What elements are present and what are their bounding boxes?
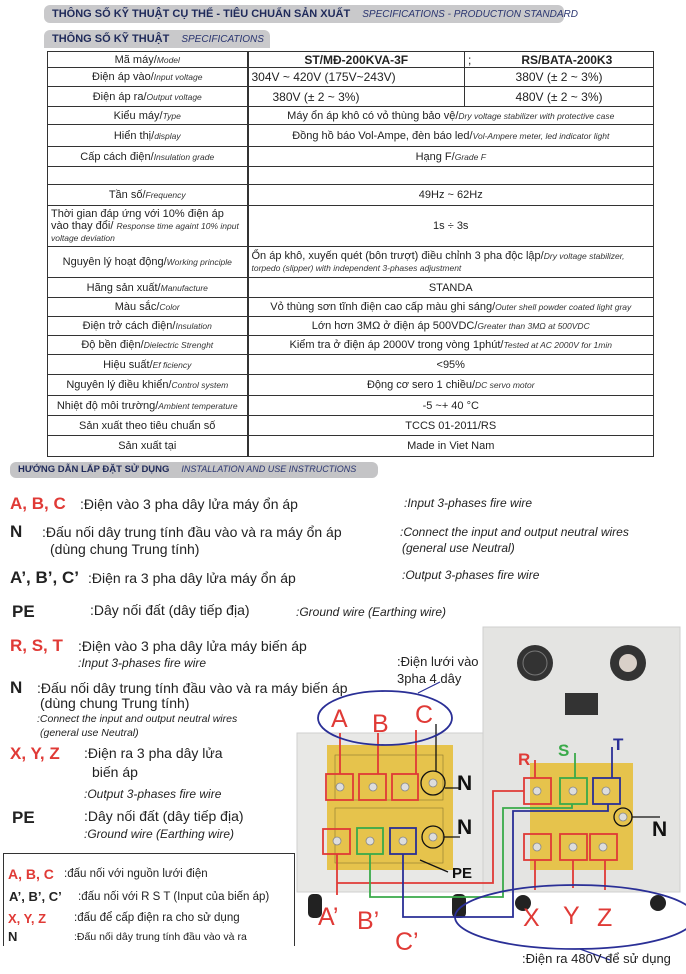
xyz-text: :Điện ra 3 pha dây lửa [84, 745, 223, 761]
nameplate [565, 693, 598, 715]
table-row [48, 206, 654, 247]
label-n: N [652, 818, 668, 841]
spec-value: STANDA [248, 278, 654, 298]
rst-en: :Input 3-phases fire wire [78, 656, 207, 670]
sub-title-en: SPECIFICATIONS [181, 34, 264, 45]
spec-value: Vỏ thùng sơn tĩnh điện cao cấp màu ghi sáng/Outer shell powder coated light gray [248, 298, 654, 317]
spec-value [248, 167, 654, 185]
install-header: HƯỚNG DẪN LẮP ĐẶT SỬ DỤNG INSTALLATION AND USE INSTRUCTIONS [10, 462, 378, 478]
legend-sym: A, B, C [8, 866, 54, 882]
table-row [48, 107, 654, 125]
stabilizer-cabinet [297, 733, 483, 918]
spec-value: TCCS 01-2011/RS [248, 416, 654, 436]
spec-value: Động cơ sero 1 chiều/DC servo motor [248, 375, 654, 396]
n1-en: :Connect the input and output neutral wires [400, 525, 629, 539]
legend-box [3, 853, 295, 946]
output-480v-label: :Điện ra 480V để sử dụng [522, 951, 671, 966]
spec-label: Hiệu suất/Ef ficiency [48, 355, 248, 375]
symbol-xyz: X, Y, Z [10, 744, 60, 763]
label-n: N [457, 772, 473, 795]
spec-value: Đồng hồ báo Vol-Ampe, đèn báo led/Vol-Ampere meter, led indicator light [248, 125, 654, 147]
label-pe: PE [452, 865, 473, 882]
symbol-n: N [10, 522, 23, 541]
spec-value: -5 ~+ 40 °C [248, 396, 654, 416]
label-c-prime: C’ [395, 928, 419, 956]
grid-input-label: :Điện lưới vào [397, 654, 479, 669]
symbol-rst: R, S, T [10, 636, 63, 655]
spec-value: Made in Viet Nam [248, 436, 654, 457]
spec-label: Kiểu máy/Type [48, 107, 248, 125]
legend-text: :đấu nối với nguồn lưới điện [64, 868, 208, 880]
table-row [48, 147, 654, 167]
spec-label: Nguyên lý hoạt động/Working principle [48, 247, 248, 278]
table-row [48, 436, 654, 457]
spec-label: Nguyên lý điều khiển/Control system [48, 375, 248, 396]
table-row [48, 317, 654, 336]
spec-table [47, 51, 654, 457]
symbol-abc-prime: A’, B’, C’ [10, 568, 79, 587]
header-title: THÔNG SỐ KỸ THUẬT CỤ THỂ - TIÊU CHUẨN SẢN XUẤT [52, 8, 351, 20]
n1-en2: (general use Neutral) [402, 541, 515, 555]
n2-text2: (dùng chung Trung tính) [40, 695, 190, 711]
label-c: C [415, 701, 434, 729]
spec-label: Độ bền điện/Dielectric Strenght [48, 336, 248, 355]
spec-label [48, 167, 248, 185]
n1-text2: (dùng chung Trung tính) [50, 541, 200, 557]
spec-label: Sản xuất tại [48, 436, 248, 457]
n2-en2: (general use Neutral) [40, 727, 139, 739]
table-row [48, 375, 654, 396]
pe2-text: :Dây nối đất (dây tiếp địa) [84, 808, 244, 824]
table-row: Điện áp vào/Input voltage 304V ~ 420V (175V~243V) 380V (± 2 ~ 3%) [48, 68, 654, 87]
label-a: A [331, 705, 348, 733]
abc2-text: :Điện ra 3 pha dây lửa máy ổn áp [88, 570, 296, 586]
table-row [48, 396, 654, 416]
spec-label: Hiển thị/display [48, 125, 248, 147]
sub-title: THÔNG SỐ KỸ THUẬT [52, 33, 170, 45]
label-n: N [457, 816, 473, 839]
table-row: Điện áp ra/Output voltage 380V (± 2 ~ 3%) 480V (± 2 ~ 3%) [48, 87, 654, 107]
table-row [48, 247, 654, 278]
pe1-text: :Dây nối đất (dây tiếp địa) [90, 602, 250, 618]
model-1: ST/MĐ-200KVA-3F [248, 52, 465, 68]
header-title-en: SPECIFICATIONS - PRODUCTION STANDARD [362, 9, 578, 20]
xyz-en: :Output 3-phases fire wire [84, 787, 222, 801]
abc-en: :Input 3-phases fire wire [404, 496, 533, 510]
spec-value: Hạng F/Grade F [248, 147, 654, 167]
label-b-prime: B’ [357, 907, 380, 935]
fan-icon [517, 645, 553, 681]
legend-sym: N [8, 929, 18, 944]
pe2-en: :Ground wire (Earthing wire) [84, 827, 235, 841]
n2-en: :Connect the input and output neutral wires [37, 713, 238, 725]
table-row [48, 125, 654, 147]
n2-text: :Đấu nối dây trung tính đầu vào và ra máy biến áp [37, 680, 348, 696]
spec-header [44, 5, 578, 23]
label-s: S [558, 741, 570, 760]
spec-label: Nhiệt độ môi trường/Ambient temperature [48, 396, 248, 416]
symbol-abc: A, B, C [10, 494, 66, 513]
table-row [48, 167, 654, 185]
spec-value: <95% [248, 355, 654, 375]
legend-sym: X, Y, Z [8, 911, 47, 926]
wiring-diagram [290, 620, 686, 974]
spec-value: 1s ÷ 3s [248, 206, 654, 247]
table-row [48, 185, 654, 206]
spec-value: Máy ổn áp khô có vỏ thùng bảo vệ/Dry voltage stabilizer with protective case [248, 107, 654, 125]
model-2: RS/BATA-200K3 [521, 52, 613, 67]
grid-input-label-2: 3pha 4 dây [397, 671, 462, 686]
label-a-prime: A’ [318, 903, 339, 931]
legend-text: :Đấu nối dây trung tính đầu vào và ra [74, 931, 247, 943]
rst-text: :Điện vào 3 pha dây lửa máy biến áp [78, 638, 307, 654]
table-row [48, 336, 654, 355]
spec-value: 49Hz ~ 62Hz [248, 185, 654, 206]
symbol-pe: PE [12, 602, 35, 621]
spec-label: Điện trở cách điện/Insulation [48, 317, 248, 336]
spec-value: Lớn hơn 3MΩ ở điện áp 500VDC/Greater than 3MΩ at 500VDC [248, 317, 654, 336]
label-z: Z [597, 904, 613, 932]
spec-label: Tần số/Frequency [48, 185, 248, 206]
spec-label: Cấp cách điện/Insulation grade [48, 147, 248, 167]
legend-text: :đấu để cấp điện ra cho sử dụng [74, 912, 240, 924]
spec-label: Sản xuất theo tiêu chuẩn số [48, 416, 248, 436]
label-x: X [523, 904, 540, 932]
spec-label: Hãng sản xuất/Manufacture [48, 278, 248, 298]
abc2-en: :Output 3-phases fire wire [402, 568, 540, 582]
table-row [48, 416, 654, 436]
spec-value: Kiểm tra ở điện áp 2000V trong vòng 1phút/Tested at AC 2000V for 1min [248, 336, 654, 355]
table-row: Mã máy/Model ST/MĐ-200KVA-3F ; RS/BATA-200K3 [48, 52, 654, 68]
spec-label: Thời gian đáp ứng với 10% điện áp vào thay đổi/ Response time againt 10% input voltage deviation [48, 206, 248, 247]
table-row [48, 298, 654, 317]
pe1-en: :Ground wire (Earthing wire) [296, 605, 447, 619]
label-t: T [613, 735, 624, 754]
label-b: B [372, 710, 389, 738]
label-y: Y [563, 902, 580, 930]
wheel [650, 895, 666, 911]
spec-value: Ổn áp khô, xuyến quét (bôn trượt) điều chỉnh 3 pha độc lập/Dry voltage stabilizer, torpedo (slipper) with independent 3-phases adjustment [248, 247, 654, 278]
legend-sym: A’, B’, C’ [9, 889, 62, 904]
legend-text: :đấu nối với R S T (Input của biến áp) [78, 891, 270, 903]
xyz-text2: biến áp [92, 764, 138, 780]
spec-label: Màu sắc/Color [48, 298, 248, 317]
table-row [48, 355, 654, 375]
abc-text: :Điện vào 3 pha dây lửa máy ổn áp [80, 496, 298, 512]
symbol-n2: N [10, 678, 23, 697]
spec-subheader [44, 30, 270, 48]
table-row [48, 278, 654, 298]
n1-text: :Đấu nối dây trung tính đầu vào và ra máy ổn áp [42, 524, 342, 540]
symbol-pe2: PE [12, 808, 35, 827]
label-r: R [518, 750, 531, 769]
